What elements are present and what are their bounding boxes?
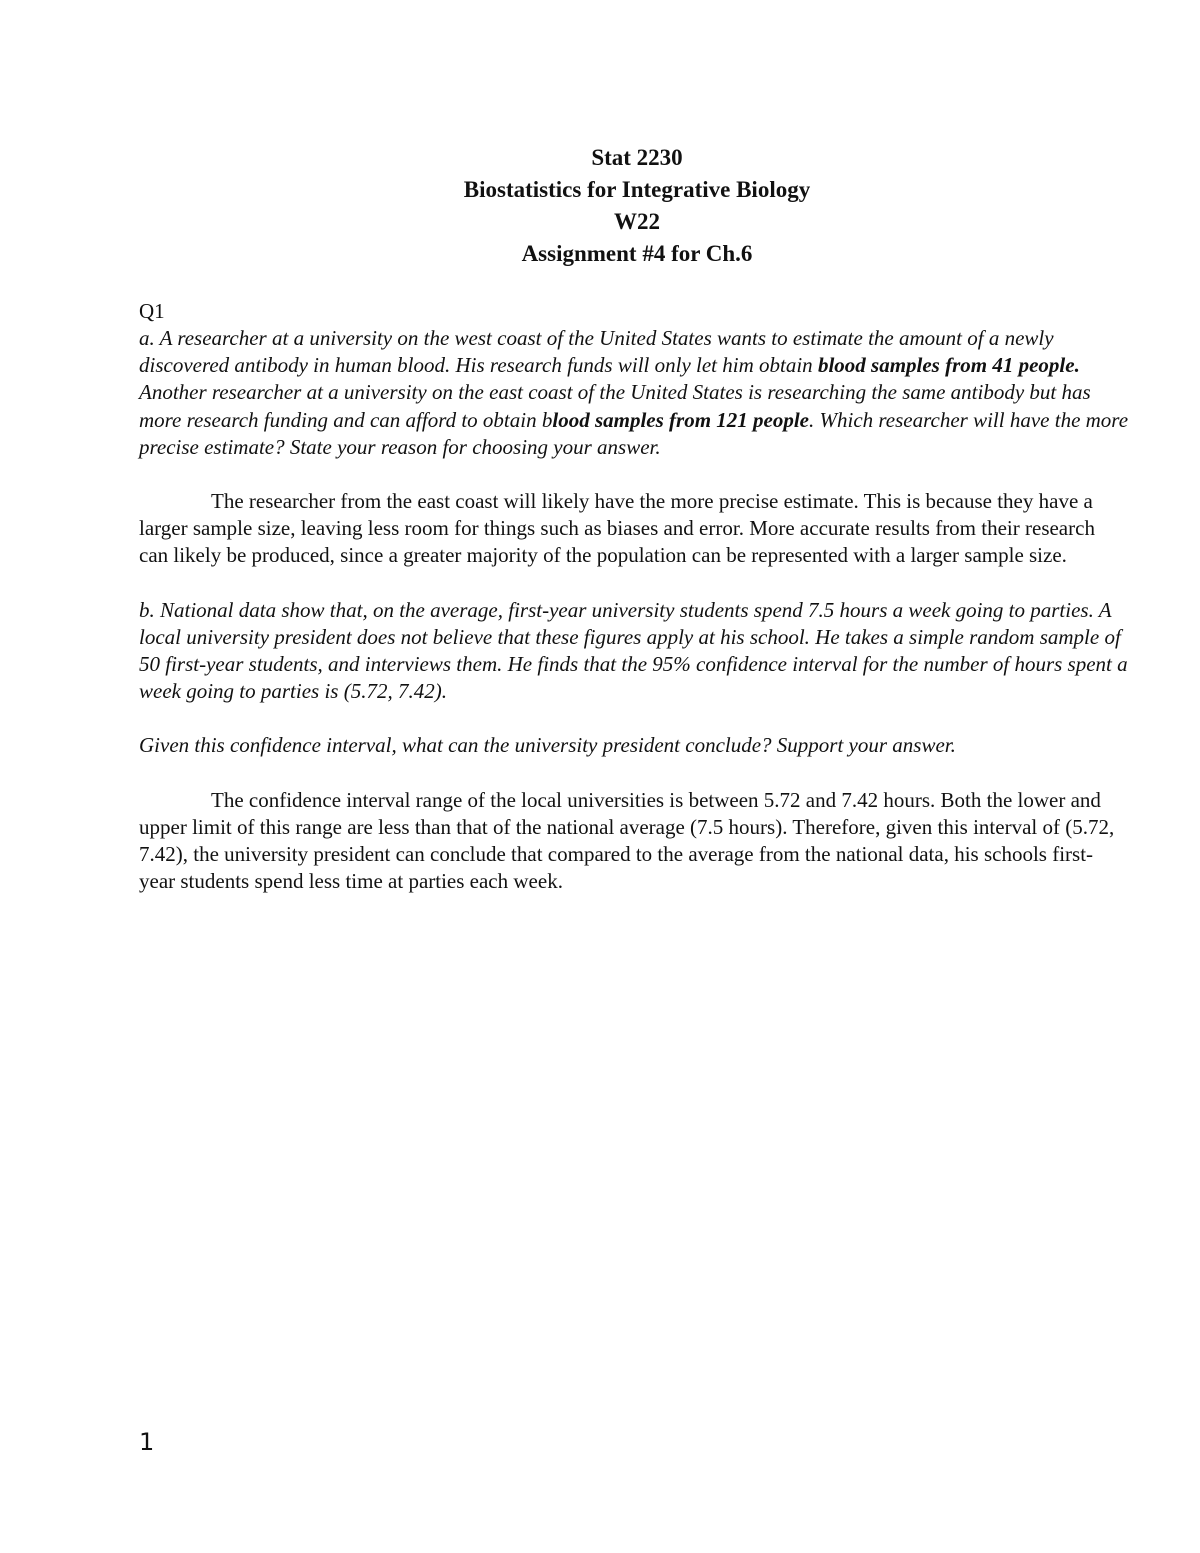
spacer: [139, 760, 1129, 787]
spacer: [139, 705, 1129, 732]
part-a-question-emphasis-1: blood samples from 41 people.: [817, 353, 1080, 378]
assignment-title: Assignment #4 for Ch.6: [521, 241, 753, 266]
course-title: Biostatistics for Integrative Biology: [463, 177, 811, 202]
spacer: [139, 461, 1129, 488]
term: W22: [614, 209, 660, 234]
part-a-question-text-2: Another researcher at a university on the east coast of the United States is researching the same antibody but has more research funding and can afford to obtain b: [139, 380, 1091, 432]
part-a-answer: The researcher from the east coast will likely have the more precise estimate. This is because they have a larger sample size, leaving less room for things such as biases and error. More accurate results from their research can likely be produced, since a greater majority of the population can be represented with a larger sample size.: [139, 489, 1095, 568]
question-label: Q1: [139, 299, 165, 323]
part-a-question: [139, 325, 1129, 461]
part-a-question-emphasis-2: lood samples from 121 people: [552, 407, 810, 432]
part-a-question-text-1: a. A researcher at a university on the west coast of the United States wants to estimate the amount of a newly discovered antibody in human blood. His research funds will only let him obtain: [139, 326, 1054, 378]
part-b-followup: Given this confidence interval, what can the university president conclude? Support your answer.: [139, 733, 956, 758]
document-body: [139, 298, 1129, 895]
part-b-answer: The confidence interval range of the local universities is between 5.72 and 7.42 hours. Both the lower and upper limit of this range are less than that of the national average (7.5 hours). Therefore, given this interval of (5.72, 7.42), the university president can conclude that compared to the average from the national data, his schools first-year students spend less time at parties each week.: [139, 787, 1115, 894]
part-b-question: b. National data show that, on the average, first-year university students spend 7.5 hours a week going to parties. A local university president does not believe that these figures apply at his school. He takes a simple random sample of 50 first-year students, and interviews them. He finds that the 95% confidence interval for the number of hours spent a week going to parties is (5.72, 7.42).: [139, 597, 1128, 704]
document-header: [0, 142, 1200, 270]
part-a-question-text-3: . Which researcher will have the more precise estimate? State your reason for choosing your answer.: [139, 407, 1129, 459]
page-number: 1: [139, 1428, 155, 1456]
spacer: [139, 570, 1129, 597]
course-code: Stat 2230: [591, 145, 683, 170]
